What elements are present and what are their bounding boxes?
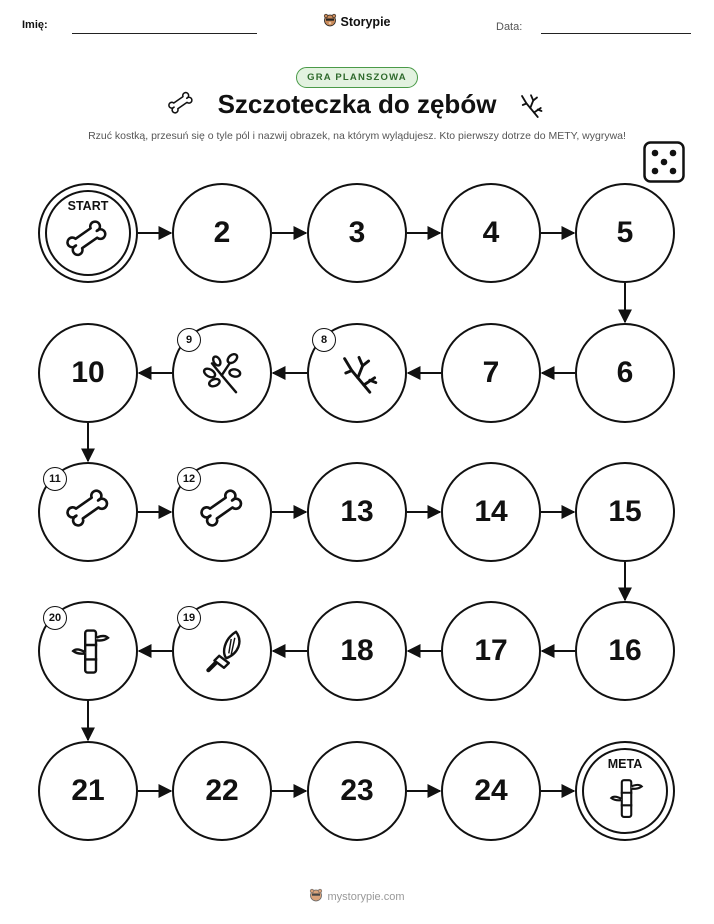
board-space-17 xyxy=(441,601,541,701)
instructions: Rzuć kostką, przesuń się o tyle pól i nazwij obrazek, na którym wylądujesz. Kto pierwszy dotrze do METY, wygrywa! xyxy=(88,130,626,142)
board-space-14 xyxy=(441,462,541,562)
space-number: 21 xyxy=(71,774,105,807)
board-space-15 xyxy=(575,462,675,562)
space-number-badge: 20 xyxy=(43,606,67,630)
space-number: 14 xyxy=(474,495,508,528)
board-space-23 xyxy=(307,741,407,841)
space-number: 2 xyxy=(213,216,231,249)
name-label: Imię: xyxy=(22,19,48,31)
space-number: 3 xyxy=(348,216,366,249)
page-title: Szczoteczka do zębów xyxy=(217,89,497,119)
start-label: START xyxy=(67,199,109,213)
space-number: 22 xyxy=(205,774,239,807)
board-space-16 xyxy=(575,601,675,701)
space-number: 16 xyxy=(608,634,642,667)
game-type-badge: GRA PLANSZOWA xyxy=(0,67,714,88)
finish-space xyxy=(575,741,675,841)
brush-icon xyxy=(200,627,248,680)
board-space-3 xyxy=(307,183,407,283)
space-number-badge: 9 xyxy=(177,328,201,352)
board-space-10 xyxy=(38,323,138,423)
space-number: 7 xyxy=(482,356,500,389)
storypie-logo-icon xyxy=(309,888,323,905)
board-space-22 xyxy=(172,741,272,841)
space-number: 24 xyxy=(474,774,508,807)
space-number: 23 xyxy=(340,774,374,807)
board-space-6 xyxy=(575,323,675,423)
space-number-badge: 11 xyxy=(43,467,67,491)
bone-icon xyxy=(66,488,114,541)
board-space-24 xyxy=(441,741,541,841)
twig-icon xyxy=(335,349,383,402)
space-number-badge: 19 xyxy=(177,606,201,630)
footer xyxy=(0,888,714,905)
board-space-21 xyxy=(38,741,138,841)
space-number: 4 xyxy=(482,216,500,249)
space-number-badge: 12 xyxy=(177,467,201,491)
start-space xyxy=(38,183,138,283)
space-number: 13 xyxy=(340,495,374,528)
space-number-badge: 8 xyxy=(312,328,336,352)
space-number: 18 xyxy=(340,634,374,667)
finish-label: META xyxy=(607,757,643,771)
bamboo-icon xyxy=(605,777,647,824)
board-space-13 xyxy=(307,462,407,562)
sprig-icon xyxy=(200,349,248,402)
space-number: 17 xyxy=(474,634,508,667)
board-space-5 xyxy=(575,183,675,283)
space-number: 15 xyxy=(608,495,642,528)
footer-url: mystorypie.com xyxy=(327,890,405,903)
board-space-18 xyxy=(307,601,407,701)
bone-icon xyxy=(66,219,112,270)
bamboo-icon xyxy=(66,627,114,680)
board-space-7 xyxy=(441,323,541,423)
board-space-4 xyxy=(441,183,541,283)
board-space-2 xyxy=(172,183,272,283)
brand-name: Storypie xyxy=(340,14,391,29)
space-number: 10 xyxy=(71,356,105,389)
bone-icon xyxy=(200,488,248,541)
space-number: 6 xyxy=(616,356,634,389)
date-label: Data: xyxy=(496,21,523,33)
space-number: 5 xyxy=(616,216,634,249)
